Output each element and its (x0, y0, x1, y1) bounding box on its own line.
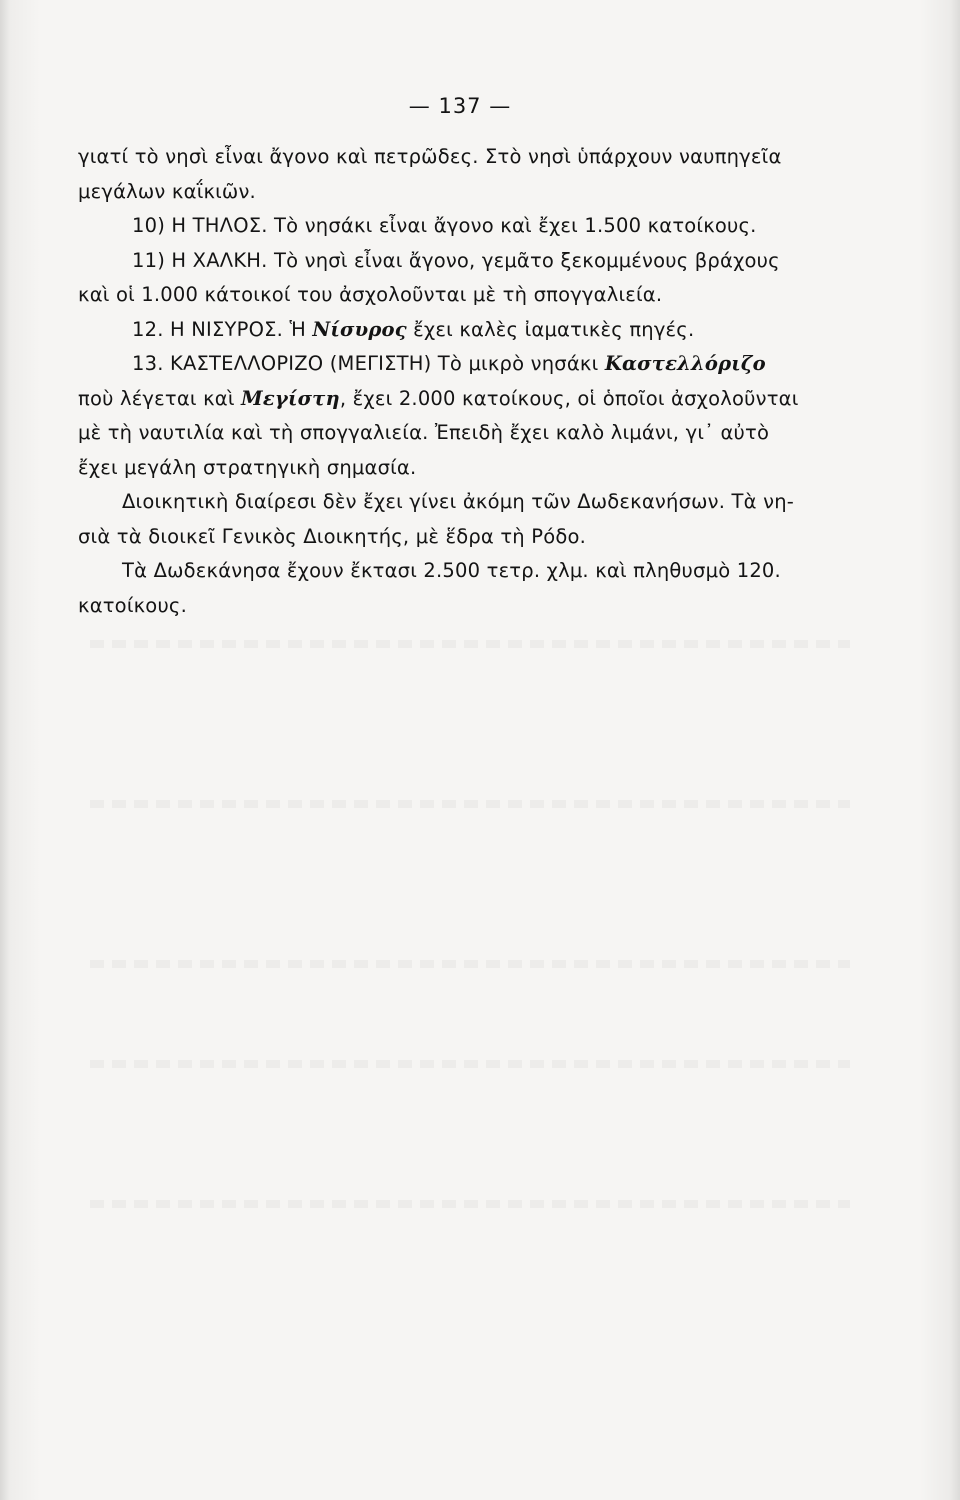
text-line: κατοίκους. (78, 593, 187, 617)
show-through-texture (90, 1060, 850, 1068)
show-through-texture (90, 960, 850, 968)
telos-paragraph: 10) Η ΤΗΛΟΣ. Τὸ νησάκι εἶναι ἄγονο καὶ ἔχει 1.500 κατοίκους. (132, 214, 757, 237)
chalki-paragraph: 11) Η ΧΑΛΚΗ. Τὸ νησὶ εἶναι ἄγονο, γεμᾶτο ξεκομμένους βράχους (132, 248, 780, 272)
show-through-texture (90, 1200, 850, 1208)
text-segment: ποὺ λέγεται καὶ (78, 386, 242, 410)
text-line: καὶ οἱ 1.000 κάτοικοί του ἀσχολοῦνται μὲ τὴ σπογγαλιεία. (78, 283, 663, 306)
text-segment: 12. Η ΝΙΣΥΡΟΣ. Ἡ (132, 317, 313, 341)
administration-paragraph: Διοικητικὴ διαίρεσι δὲν ἔχει γίνει ἀκόμη τῶν Δωδεκανήσων. Τὰ νη- (122, 490, 795, 513)
page-number: — 137 — (408, 94, 512, 118)
text-segment: 13. ΚΑΣΤΕΛΛΟΡΙΖΟ (ΜΕΓΙΣΤΗ) Τὸ μικρὸ νησάκι (132, 352, 605, 375)
show-through-texture (90, 640, 850, 648)
emphasized-name: Μεγίστη (241, 386, 340, 410)
text-line: γιατί τὸ νησὶ εἶναι ἄγονο καὶ πετρῶδες. Στὸ νησὶ ὑπάρχουν ναυπηγεῖα (78, 145, 782, 168)
text-segment: ἔχει καλὲς ἰαματικὲς πηγές. (406, 317, 695, 341)
kastellorizo-paragraph (78, 347, 878, 382)
emphasized-name: Νίσυρος (312, 317, 407, 341)
text-segment: , ἔχει 2.000 κατοίκους, οἱ ὁποῖοι ἀσχολοῦνται (339, 386, 799, 410)
population-paragraph: Τὰ Δωδεκάνησα ἔχουν ἔκτασι 2.500 τετρ. χλμ. καὶ πληθυσμὸ 120. (122, 559, 781, 582)
nisyros-paragraph (78, 313, 878, 348)
body-text (78, 140, 878, 623)
text-line: μεγάλων καΐκιῶν. (78, 179, 256, 203)
emphasized-name: Καστελλόριζο (604, 352, 766, 375)
show-through-texture (90, 800, 850, 808)
text-line (78, 382, 878, 417)
text-line: μὲ τὴ ναυτιλία καὶ τὴ σπογγαλιεία. Ἐπειδὴ ἔχει καλὸ λιμάνι, γι᾽ αὐτὸ (78, 421, 770, 444)
text-line: σιὰ τὰ διοικεῖ Γενικὸς Διοικητής, μὲ ἕδρα τὴ Ρόδο. (78, 524, 587, 548)
text-line: ἔχει μεγάλη στρατηγικὴ σημασία. (78, 455, 417, 479)
